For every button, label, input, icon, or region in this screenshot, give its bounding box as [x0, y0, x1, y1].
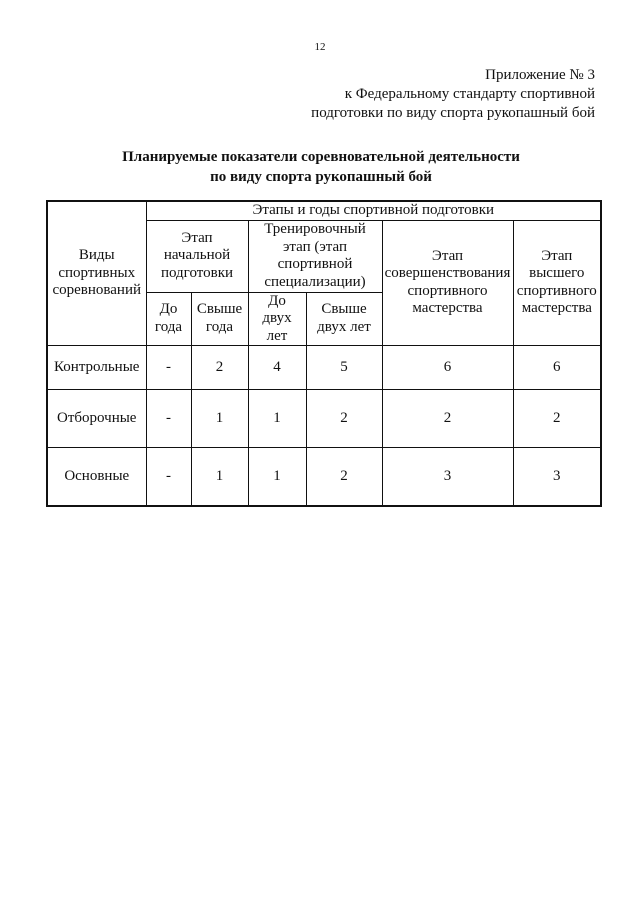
page-number: 12 — [314, 41, 326, 53]
header-line: высшего — [529, 265, 585, 282]
row-label: Отборочные — [47, 390, 146, 448]
document-title-line: Планируемые показатели соревновательной деятельности — [122, 149, 520, 165]
table-cell: - — [146, 448, 191, 506]
table-cell: - — [146, 390, 191, 448]
header-line: Тренировочный — [264, 221, 366, 237]
header-line: двух — [262, 310, 292, 326]
header-line: совершенствования — [384, 265, 511, 282]
header-line: этап (этап — [282, 238, 348, 255]
appendix-reference-line: к Федеральному стандарту спортивной — [344, 86, 595, 102]
table-cell: 6 — [382, 346, 513, 390]
table-cell: 1 — [248, 390, 306, 448]
header-line: мастерства — [521, 300, 592, 317]
table-cell: 2 — [382, 390, 513, 448]
header-line: спортивного — [407, 282, 488, 299]
subheader-initial-up-to-year — [146, 292, 191, 346]
subheader-training-over-two-years — [306, 292, 382, 346]
header-line: Свыше — [196, 301, 243, 318]
header-line: спортивного — [516, 282, 597, 299]
header-line: спортивной — [277, 256, 353, 272]
table-cell: 2 — [191, 346, 248, 390]
header-line: соревнований — [52, 282, 142, 299]
header-line: специализации) — [264, 273, 366, 290]
stage-header-improvement — [382, 220, 513, 346]
document-title — [2, 147, 640, 187]
table-cell: 2 — [306, 448, 382, 506]
table-cell: 1 — [191, 448, 248, 506]
header-line: мастерства — [412, 300, 483, 317]
table-row — [47, 390, 601, 448]
header-line: До — [159, 301, 178, 318]
header-line: Виды — [78, 247, 115, 264]
appendix-title: Приложение № 3 — [485, 67, 595, 83]
header-line: До — [268, 292, 286, 309]
subheader-training-up-to-two-years — [248, 292, 306, 346]
header-line: года — [205, 318, 234, 335]
header-line: Этап — [431, 247, 464, 264]
table-cell: 6 — [513, 346, 601, 390]
table-cell: 2 — [306, 390, 382, 448]
table-row — [47, 346, 601, 390]
appendix-reference-line: подготовки по виду спорта рукопашный бой — [311, 105, 595, 121]
header-row — [47, 201, 601, 220]
competition-indicators-table — [46, 200, 602, 507]
appendix-header — [311, 66, 595, 123]
header-line: спортивных — [58, 264, 136, 281]
table-cell: - — [146, 346, 191, 390]
table-row — [47, 448, 601, 506]
table-cell: 5 — [306, 346, 382, 390]
table-cell: 4 — [248, 346, 306, 390]
table-cell: 3 — [382, 448, 513, 506]
stage-header-higher-mastery — [513, 220, 601, 346]
stage-header-training — [248, 220, 382, 292]
row-label: Контрольные — [47, 346, 146, 390]
competition-type-header — [47, 201, 146, 346]
table-cell: 3 — [513, 448, 601, 506]
header-line: двух лет — [317, 318, 371, 335]
stages-group-header: Этапы и годы спортивной подготовки — [146, 201, 601, 220]
table-cell: 1 — [191, 390, 248, 448]
header-line: Этап — [541, 247, 573, 264]
header-line: года — [154, 318, 183, 335]
row-label: Основные — [47, 448, 146, 506]
table-cell: 1 — [248, 448, 306, 506]
header-line: начальной — [163, 247, 231, 264]
subheader-initial-over-year — [191, 292, 248, 346]
header-line: подготовки — [160, 264, 234, 281]
stage-header-initial — [146, 220, 248, 292]
table-cell: 2 — [513, 390, 601, 448]
document-title-line: по виду спорта рукопашный бой — [210, 169, 432, 185]
header-line: лет — [266, 327, 288, 344]
header-line: Свыше — [321, 301, 367, 318]
header-line: Этап — [181, 229, 213, 246]
